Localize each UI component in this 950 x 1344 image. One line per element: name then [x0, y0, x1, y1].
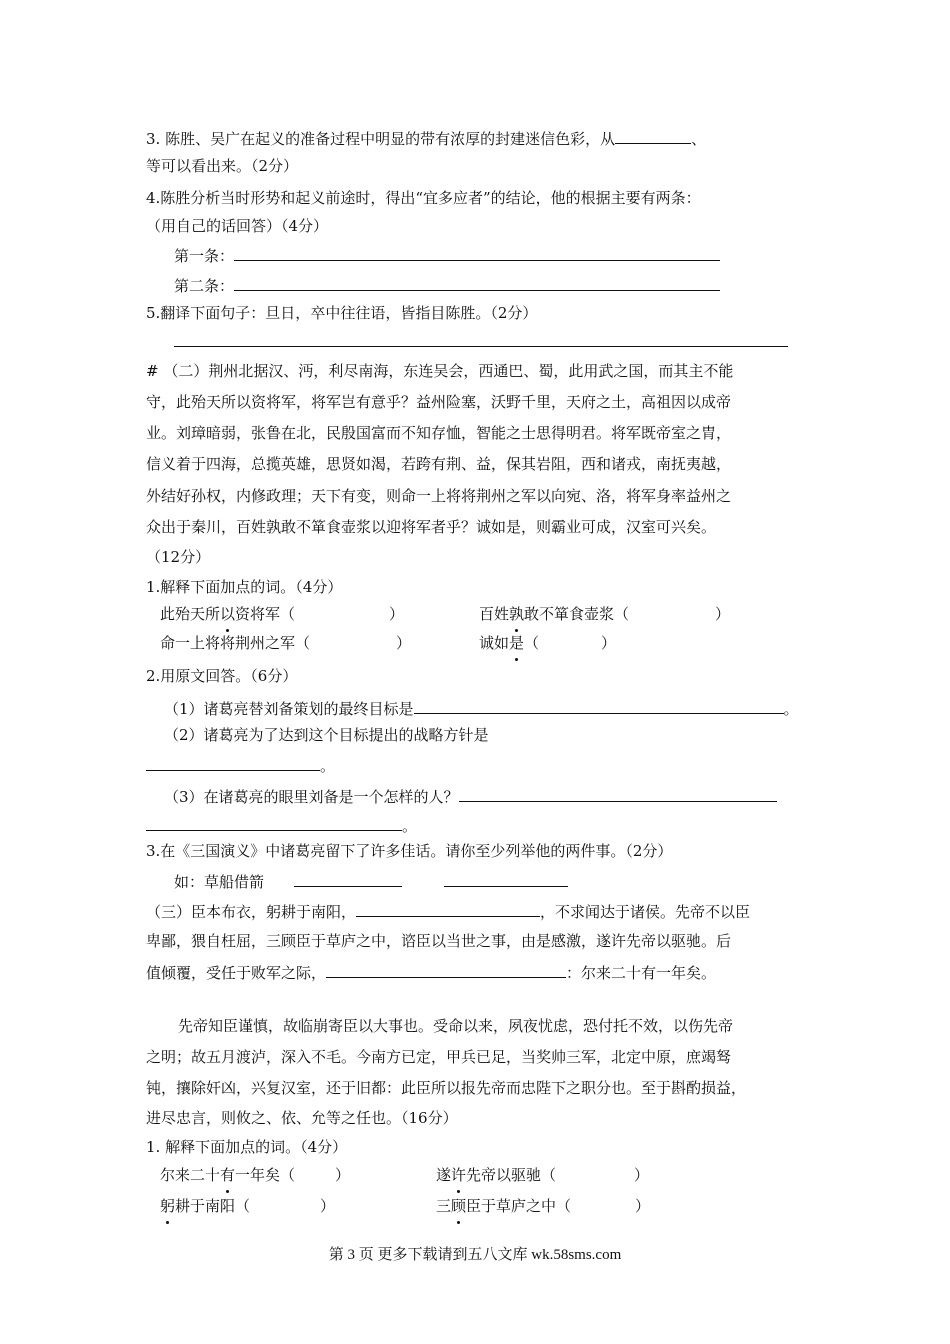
q5-answer-line[interactable]: [174, 346, 788, 347]
dotted-word: 顾: [451, 1197, 467, 1215]
p3-q1-item3: 躬耕于南阳（ ）: [160, 1197, 336, 1215]
dotted-word: 许: [451, 1166, 467, 1184]
dotted-word: 是: [509, 634, 525, 652]
p3-q1-title: 1. 解释下面加点的词。（4分）: [146, 1138, 348, 1156]
q3-line1: [146, 127, 706, 150]
q3-text: 3. 陈胜、吴广在起义的准备过程中明显的带有浓厚的封建迷信色彩，从: [146, 130, 616, 148]
p2-q3-blank1[interactable]: [294, 870, 402, 887]
q5-text: 5.翻译下面句子：旦日，卒中往往语，皆指目陈胜。（2分）: [146, 304, 538, 322]
p2-q3-title: 3.在《三国演义》中诸葛亮留下了许多佳话。请你至少列举他的两件事。（2分）: [146, 842, 673, 860]
q4-second: [174, 274, 720, 297]
p2-q3-blank2[interactable]: [444, 870, 568, 887]
p2-q2-b-answer: 。: [146, 754, 335, 777]
q4-second-blank[interactable]: [234, 274, 720, 291]
dotted-word: 以: [220, 605, 236, 623]
q4-line1: 4.陈胜分析当时形势和起义前途时，得出“宜多应者”的结论，他的根据主要有两条：: [146, 189, 701, 207]
q4-second-label: 第二条：: [174, 277, 235, 295]
p2-q1-item2: 百姓孰敢不箪食壶浆（ ）: [479, 605, 731, 623]
dotted-word: 有: [220, 1166, 236, 1184]
dotted-word: 孰: [509, 605, 525, 623]
p2-q2-c: （3）在诸葛亮的眼里刘备是一个怎样的人？: [164, 785, 777, 808]
p3-line-2: 卑鄙，猥自枉屈，三顾臣于草庐之中，谘臣以当世之事，由是感激，遂许先帝以驱驰。后: [146, 932, 732, 950]
p2-line-5: 外结好孙权，内修政理；天下有变，则命一上将将荆州之军以向宛、洛，将军身率益州之: [146, 487, 732, 505]
p2-line-2: 守，此殆天所以资将军，将军岂有意乎？益州险塞，沃野千里，天府之土，高祖因以成帝: [146, 393, 732, 411]
q4-first: [174, 244, 720, 267]
p2-q1-title: 1.解释下面加点的词。（4分）: [146, 578, 343, 596]
p2-line-3: 业。刘璋暗弱，张鲁在北，民殷国富而不知存恤，智能之士思得明君。将军既帝室之胄，: [146, 424, 732, 442]
p2-q3-example: 如：草船借箭: [174, 870, 568, 893]
p2-q1-item4: 诚如是（ ）: [479, 634, 617, 652]
p3-line-3: 值倾覆，受任于败军之际， ：尔来二十有一年矣。: [146, 961, 716, 984]
p2-line-7: （12分）: [146, 548, 211, 566]
p2-line-1: # （二）荆州北据汉、沔，利尽南海，东连吴会，西通巴、蜀，此用武之国，而其主不能: [146, 362, 734, 380]
p3-q1-item2: 遂许先帝以驱驰（ ）: [436, 1166, 650, 1184]
p2-q2-b-blank[interactable]: [146, 754, 320, 771]
q4-first-blank[interactable]: [234, 244, 720, 261]
p3-q1-item4: 三顾臣于草庐之中（ ）: [436, 1197, 651, 1215]
p3-blank1[interactable]: [356, 900, 540, 917]
p3-blank2[interactable]: [326, 961, 566, 978]
page-footer: 第 3 页 更多下载请到五八文库 wk.58sms.com: [328, 1247, 622, 1263]
q3-sep: 、: [691, 130, 707, 148]
p2-q2-b: （2）诸葛亮为了达到这个目标提出的战略方针是: [164, 726, 489, 744]
q4-line2: （用自己的话回答）（4分）: [146, 217, 329, 235]
p3-line-1: （三）臣本布衣，躬耕于南阳， ，不求闻达于诸侯。先帝不以臣: [146, 900, 750, 923]
p2-line-6: 众出于秦川，百姓孰敢不箪食壶浆以迎将军者乎？诚如是，则霸业可成，汉室可兴矣。: [146, 518, 717, 536]
p2-q1-item1: 此殆天所以资将军（ ）: [160, 605, 405, 623]
p2-q2-a: （1）诸葛亮替刘备策划的最终目标是 。: [164, 697, 799, 720]
q3-blank1[interactable]: [615, 127, 691, 144]
p2-q1-item3: 命一上将将荆州之军（ ）: [160, 634, 412, 652]
p3-q1-item1: 尔来二十有一年矣（ ）: [160, 1166, 351, 1184]
p3-para2-line-1: 先帝知臣谨慎，故临崩寄臣以大事也。受命以来，夙夜忧虑，恐付托不效，以伤先帝: [178, 1017, 734, 1035]
q4-first-label: 第一条：: [174, 247, 235, 265]
p2-q2-c-blank2[interactable]: [146, 814, 402, 831]
p2-q2-title: 2.用原文回答。（6分）: [146, 667, 298, 685]
p3-para2-line-4: 进尽忠言，则攸之、依、允等之任也。（16分）: [146, 1109, 458, 1127]
p3-para2-line-2: 之明；故五月渡泸，深入不毛。今南方已定，甲兵已足，当奖帅三军，北定中原，庶竭驽: [146, 1048, 732, 1066]
p3-para2-line-3: 钝，攘除奸凶，兴复汉室，还于旧都：此臣所以报先帝而忠陛下之职分也。至于斟酌损益，: [146, 1079, 747, 1097]
p2-q2-c-answer: 。: [146, 814, 417, 837]
p2-q2-c-blank[interactable]: [459, 785, 777, 802]
p2-q2-a-blank[interactable]: [414, 697, 784, 714]
p2-line-4: 信义着于四海，总揽英雄，思贤如渴，若跨有荆、益，保其岩阻，西和诸戎，南抚夷越，: [146, 455, 732, 473]
dotted-word: 躬: [160, 1197, 176, 1215]
q3-line2: 等可以看出来。（2分）: [146, 157, 299, 175]
